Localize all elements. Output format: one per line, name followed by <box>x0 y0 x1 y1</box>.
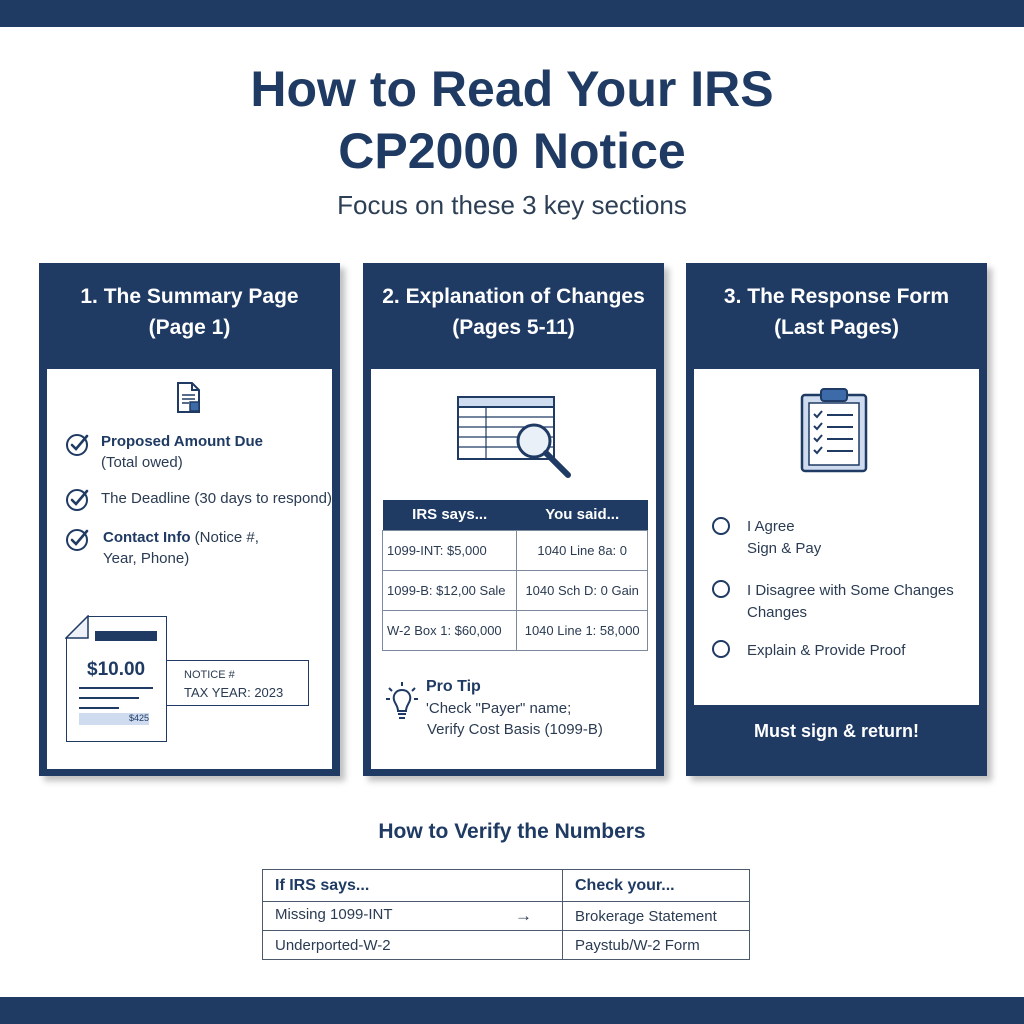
page-subtitle: Focus on these 3 key sections <box>337 190 687 220</box>
lightbulb-icon <box>385 681 419 721</box>
magnifier-spreadsheet-icon <box>456 395 576 481</box>
response-card-heading-line-2: (Last Pages) <box>774 316 899 339</box>
notice-number-label: NOTICE # <box>184 669 235 681</box>
summary-page-card <box>39 263 340 776</box>
table-row: Underported-W-2 Paystub/W-2 Form <box>263 931 750 960</box>
notice-small-amount: $425 <box>129 713 150 723</box>
option-agree: I Agree Sign & Pay <box>747 518 822 557</box>
table-row: W-2 Box 1: $60,000 1040 Line 1: 58,000 <box>383 610 648 650</box>
summary-card-heading-line-2: (Page 1) <box>148 316 231 339</box>
notice-amount: $10.00 <box>87 659 146 680</box>
pro-tip-line-1: 'Check "Payer" name; <box>426 700 572 717</box>
summary-card-body <box>47 369 332 769</box>
notice-info-box <box>165 660 309 706</box>
explanation-card-heading <box>363 281 664 343</box>
radio-explain[interactable] <box>712 640 730 658</box>
option-explain: Explain & Provide Proof <box>747 642 906 659</box>
clipboard-checklist-icon <box>799 387 869 473</box>
table-header-you-said: You said... <box>517 500 648 530</box>
verify-table <box>262 869 750 960</box>
response-card-heading <box>686 281 987 343</box>
page-title-line-1: How to Read Your IRS <box>250 61 774 117</box>
tax-year-label: TAX YEAR: 2023 <box>184 685 284 700</box>
response-card-footer: Must sign & return! <box>754 721 919 741</box>
explanation-card-heading-line-2: (Pages 5-11) <box>452 316 575 339</box>
summary-item-deadline: The Deadline (30 days to respond) <box>101 490 332 507</box>
table-row: Missing 1099-INT → Brokerage Statement <box>263 902 750 931</box>
explanation-card-heading-line-1: 2. Explanation of Changes <box>382 285 645 308</box>
explanation-changes-card <box>363 263 664 776</box>
response-form-card <box>686 263 987 776</box>
option-disagree: I Disagree with Some Changes Changes <box>747 582 954 621</box>
page-title <box>0 58 1024 182</box>
radio-disagree[interactable] <box>712 580 730 598</box>
check-circle-icon <box>65 486 91 512</box>
response-card-heading-line-1: 3. The Response Form <box>723 285 950 308</box>
table-header-irs-says: IRS says... <box>383 500 517 530</box>
explanation-card-body <box>371 369 656 769</box>
document-icon <box>175 381 203 415</box>
notice-document-illustration <box>66 616 167 742</box>
verify-header-irs-says: If IRS says... <box>263 870 563 902</box>
arrow-right-icon: → <box>515 906 532 925</box>
page-title-line-2: CP2000 Notice <box>338 123 686 179</box>
pro-tip-line-2: Verify Cost Basis (1099-B) <box>427 721 603 738</box>
pro-tip-title: Pro Tip <box>426 678 481 695</box>
verify-header-check-your: Check your... <box>563 870 750 902</box>
radio-agree[interactable] <box>712 517 730 535</box>
verify-section-title: How to Verify the Numbers <box>378 820 646 843</box>
irs-vs-you-table <box>382 500 648 651</box>
check-circle-icon <box>65 431 91 457</box>
top-banner-bar <box>0 0 1024 27</box>
response-card-body <box>694 369 979 705</box>
summary-card-heading <box>39 281 340 343</box>
table-row: 1099-INT: $5,000 1040 Line 8a: 0 <box>383 530 648 570</box>
check-circle-icon <box>65 526 91 552</box>
table-row: 1099-B: $12,00 Sale 1040 Sch D: 0 Gain <box>383 570 648 610</box>
summary-card-heading-line-1: 1. The Summary Page <box>80 285 299 308</box>
page-fold-icon <box>65 615 91 641</box>
summary-item-amount-due: Proposed Amount Due (Total owed) <box>101 433 263 471</box>
bottom-banner-bar <box>0 997 1024 1024</box>
summary-item-contact-info: Contact Info (Notice #, Year, Phone) <box>103 529 259 567</box>
